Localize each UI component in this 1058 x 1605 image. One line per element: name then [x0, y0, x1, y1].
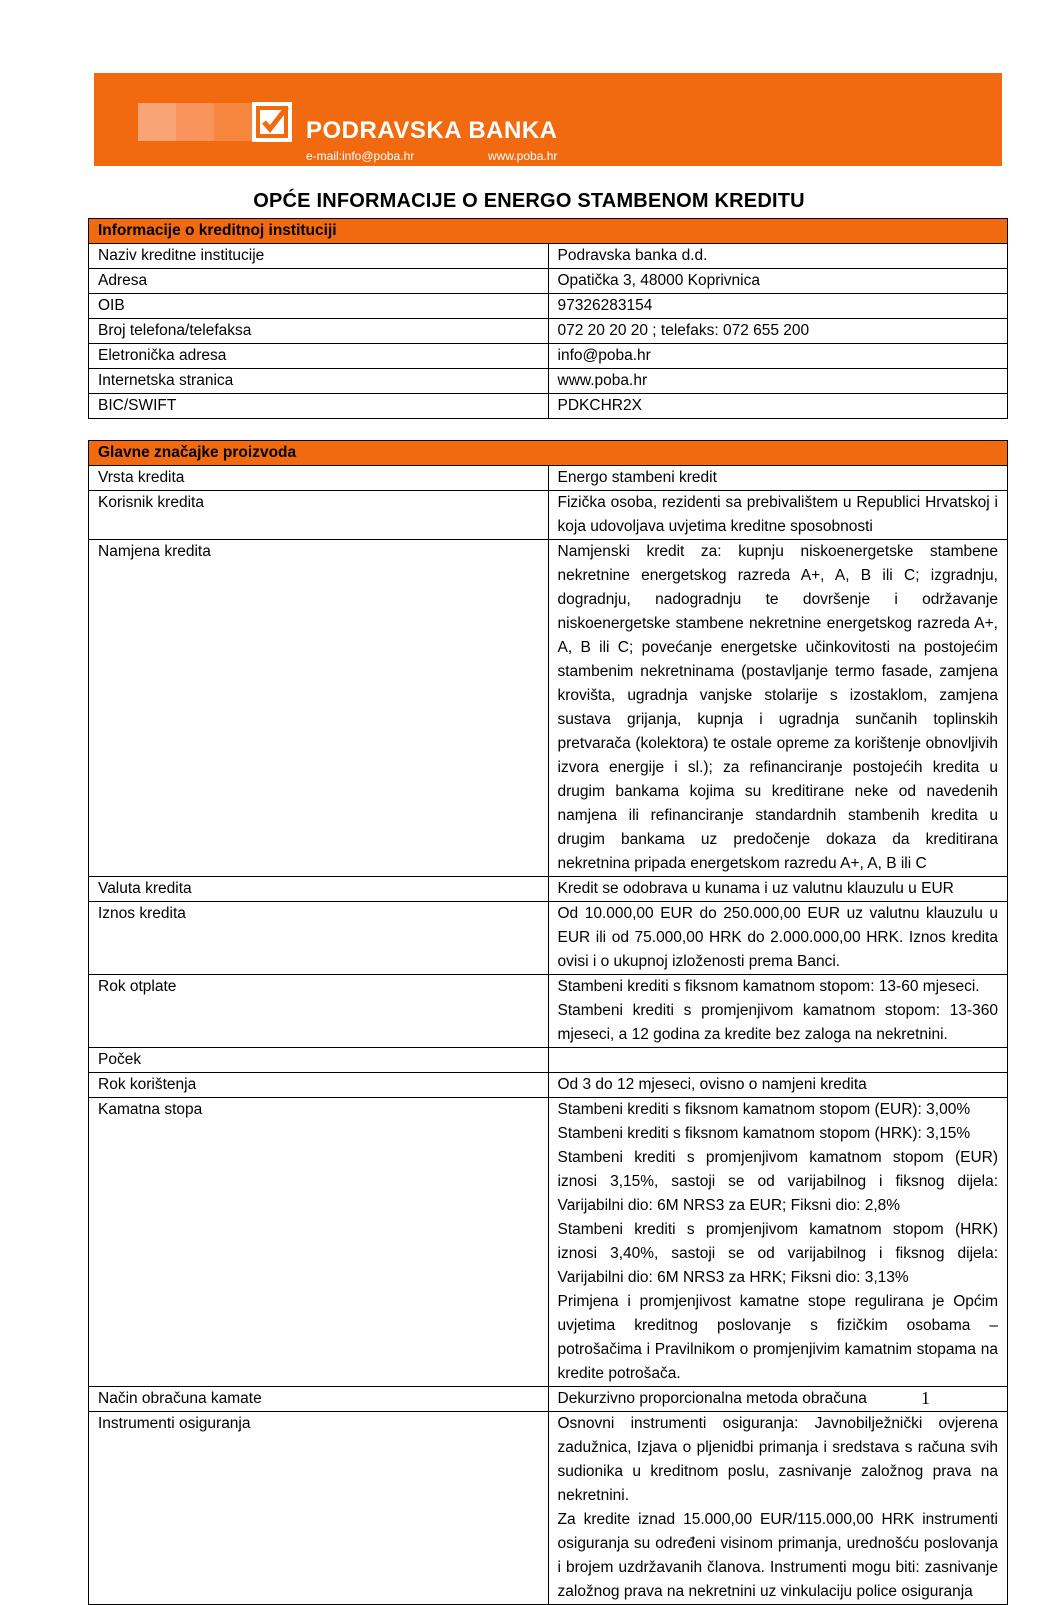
table-row [89, 1412, 1008, 1605]
row-label: Kamatna stopa [89, 1098, 549, 1387]
table-header-row [89, 219, 1008, 244]
page-number: 1 [921, 1388, 930, 1408]
row-value-paragraph: Osnovni instrumenti osiguranja: Javnobilježnički ovjerena zadužnica, Izjava o pljenidbi primanja i sredstava s računa svih sudionika u kreditnom poslu, zasnivanje založnog prava na nekretnini. [557, 1415, 998, 1504]
table-row [89, 394, 1008, 419]
row-value [548, 1387, 1008, 1412]
decorative-blocks [138, 103, 252, 141]
row-label: BIC/SWIFT [89, 394, 549, 419]
bank-name: PODRAVSKA BANKA [306, 117, 558, 144]
table-row [89, 319, 1008, 344]
row-label: Vrsta kredita [89, 466, 549, 491]
table-row [89, 344, 1008, 369]
table-row [89, 1073, 1008, 1098]
row-value-paragraph: Od 10.000,00 EUR do 250.000,00 EUR uz valutnu klauzulu u EUR ili od 75.000,00 HRK do 2.000.000,00 HRK. Iznos kredita ovisi i o ukupnoj izloženosti prema Banci. [557, 905, 998, 970]
row-value-paragraph: Kredit se odobrava u kunama i uz valutnu klauzulu u EUR [557, 880, 954, 897]
row-label: OIB [89, 294, 549, 319]
table-row [89, 902, 1008, 975]
row-value-paragraph: Za kredite iznad 15.000,00 EUR/115.000,00 HRK instrumenti osiguranja su određeni visinom primanja, urednošću poslovanja i brojem uzdržavanih članova. Instrumenti mogu biti: zasnivanje založnog prava na nekretnini uz vinkulaciju police osiguranja [557, 1511, 998, 1600]
row-label: Način obračuna kamate [89, 1387, 549, 1412]
row-label: Poček [89, 1048, 549, 1073]
table-row [89, 269, 1008, 294]
row-value-paragraph: Stambeni krediti s fiksnom kamatnom stopom: 13-60 mjeseci. [557, 978, 980, 995]
table-row [89, 294, 1008, 319]
bank-logo-icon [252, 102, 292, 142]
table-row [89, 466, 1008, 491]
row-label: Naziv kreditne institucije [89, 244, 549, 269]
row-value-paragraph: Stambeni krediti s fiksnom kamatnom stopom (HRK): 3,15% [557, 1125, 971, 1142]
table-header: Informacije o kreditnoj instituciji [89, 219, 1008, 244]
row-label: Adresa [89, 269, 549, 294]
row-value-paragraph: Stambeni krediti s fiksnom kamatnom stopom (EUR): 3,00% [557, 1101, 971, 1118]
row-value: info@poba.hr [548, 344, 1008, 369]
decor-block-1 [138, 103, 176, 141]
table-header: Glavne značajke proizvoda [89, 441, 1008, 466]
row-value [548, 540, 1008, 877]
table-row [89, 540, 1008, 877]
row-label: Rok korištenja [89, 1073, 549, 1098]
institution-info-table [88, 218, 1008, 419]
row-value-paragraph: Fizička osoba, rezidenti sa prebivalištem u Republici Hrvatskoj i koja udovoljava uvjetima kreditne sposobnosti [557, 494, 998, 535]
row-label: Iznos kredita [89, 902, 549, 975]
table-row [89, 1387, 1008, 1412]
row-value-paragraph: Od 3 do 12 mjeseci, ovisno o namjeni kredita [557, 1076, 867, 1093]
row-value-paragraph: Dekurzivno proporcionalna metoda obračuna [557, 1390, 867, 1407]
row-label: Namjena kredita [89, 540, 549, 877]
row-label: Internetska stranica [89, 369, 549, 394]
table-row [89, 244, 1008, 269]
table-row [89, 369, 1008, 394]
row-value [548, 491, 1008, 540]
row-label: Broj telefona/telefaksa [89, 319, 549, 344]
row-label: Korisnik kredita [89, 491, 549, 540]
table-row [89, 877, 1008, 902]
row-value: Opatička 3, 48000 Koprivnica [548, 269, 1008, 294]
decor-block-3 [214, 103, 252, 141]
row-value: PDKCHR2X [548, 394, 1008, 419]
product-features-table [88, 440, 1008, 1605]
row-value [548, 902, 1008, 975]
row-value-paragraph: Stambeni krediti s promjenjivom kamatnom stopom: 13-360 mjeseci, a 12 godina za kredite bez zaloga na nekretnini. [557, 1002, 998, 1043]
row-value [548, 975, 1008, 1048]
row-value [548, 1098, 1008, 1387]
row-label: Instrumenti osiguranja [89, 1412, 549, 1605]
decor-block-2 [176, 103, 214, 141]
row-value-paragraph [558, 1048, 999, 1072]
row-value [548, 1412, 1008, 1605]
row-value: 072 20 20 20 ; telefaks: 072 655 200 [548, 319, 1008, 344]
bank-website: www.poba.hr [488, 149, 558, 163]
row-value-paragraph: Primjena i promjenjivost kamatne stope regulirana je Općim uvjetima kreditnog poslovanje s fizičkim osobama – potrošačima i Pravilnikom o promjenjivim kamatnim stopama na kredite potrošača. [557, 1293, 998, 1382]
row-value: Podravska banka d.d. [548, 244, 1008, 269]
row-value-paragraph: Namjenski kredit za: kupnju niskoenergetske stambene nekretnine energetskog razreda A+, A, B ili C; izgradnju, dogradnju, nadogradnju te dovršenje i održavanje niskoenergetske stambene nekretnine energetskog razreda A+, A, B ili C; povećanje energetske učinkovitosti na postojećim stambenim nekretninama (postavljanje termo fasade, zamjena krovišta, ugradnja vanjske stolarije s izostaklom, zamjena sustava grijanja, kupnja i ugradnja sunčanih toplinskih pretvarača (kolektora) te ostale opreme za korištenje obnovljivih izvora energije i sl.); za refinanciranje postojećih kredita u drugim bankama kojima su kreditirane neke od navedenih namjena ili refinanciranje standardnih stambenih kredita u drugim bankama uz predočenje dokaza da kreditirana nekretnina pripada energetskom razredu A+, A, B ili C [557, 543, 998, 872]
row-value [548, 877, 1008, 902]
table-header-row [89, 441, 1008, 466]
bank-banner [94, 73, 1002, 166]
row-value: 97326283154 [548, 294, 1008, 319]
row-value: www.poba.hr [548, 369, 1008, 394]
bank-email: e-mail:info@poba.hr [306, 149, 415, 163]
table-row [89, 975, 1008, 1048]
row-value-paragraph: Stambeni krediti s promjenjivom kamatnom stopom (EUR) iznosi 3,15%, sastoji se od varijabilnog i fiksnog dijela: Varijabilni dio: 6M NRS3 za EUR; Fiksni dio: 2,8% [557, 1149, 998, 1214]
row-value [548, 466, 1008, 491]
row-value-paragraph: Stambeni krediti s promjenjivom kamatnom stopom (HRK) iznosi 3,40%, sastoji se od varijabilnog i fiksnog dijela: Varijabilni dio: 6M NRS3 za HRK; Fiksni dio: 3,13% [557, 1221, 998, 1286]
table-row [89, 1098, 1008, 1387]
row-value-paragraph: Energo stambeni kredit [557, 469, 717, 486]
row-value [548, 1048, 1008, 1073]
table-row [89, 1048, 1008, 1073]
table-row [89, 491, 1008, 540]
row-label: Rok otplate [89, 975, 549, 1048]
document-title: OPĆE INFORMACIJE O ENERGO STAMBENOM KREDITU [253, 190, 805, 212]
row-label: Valuta kredita [89, 877, 549, 902]
row-label: Eletronička adresa [89, 344, 549, 369]
row-value [548, 1073, 1008, 1098]
